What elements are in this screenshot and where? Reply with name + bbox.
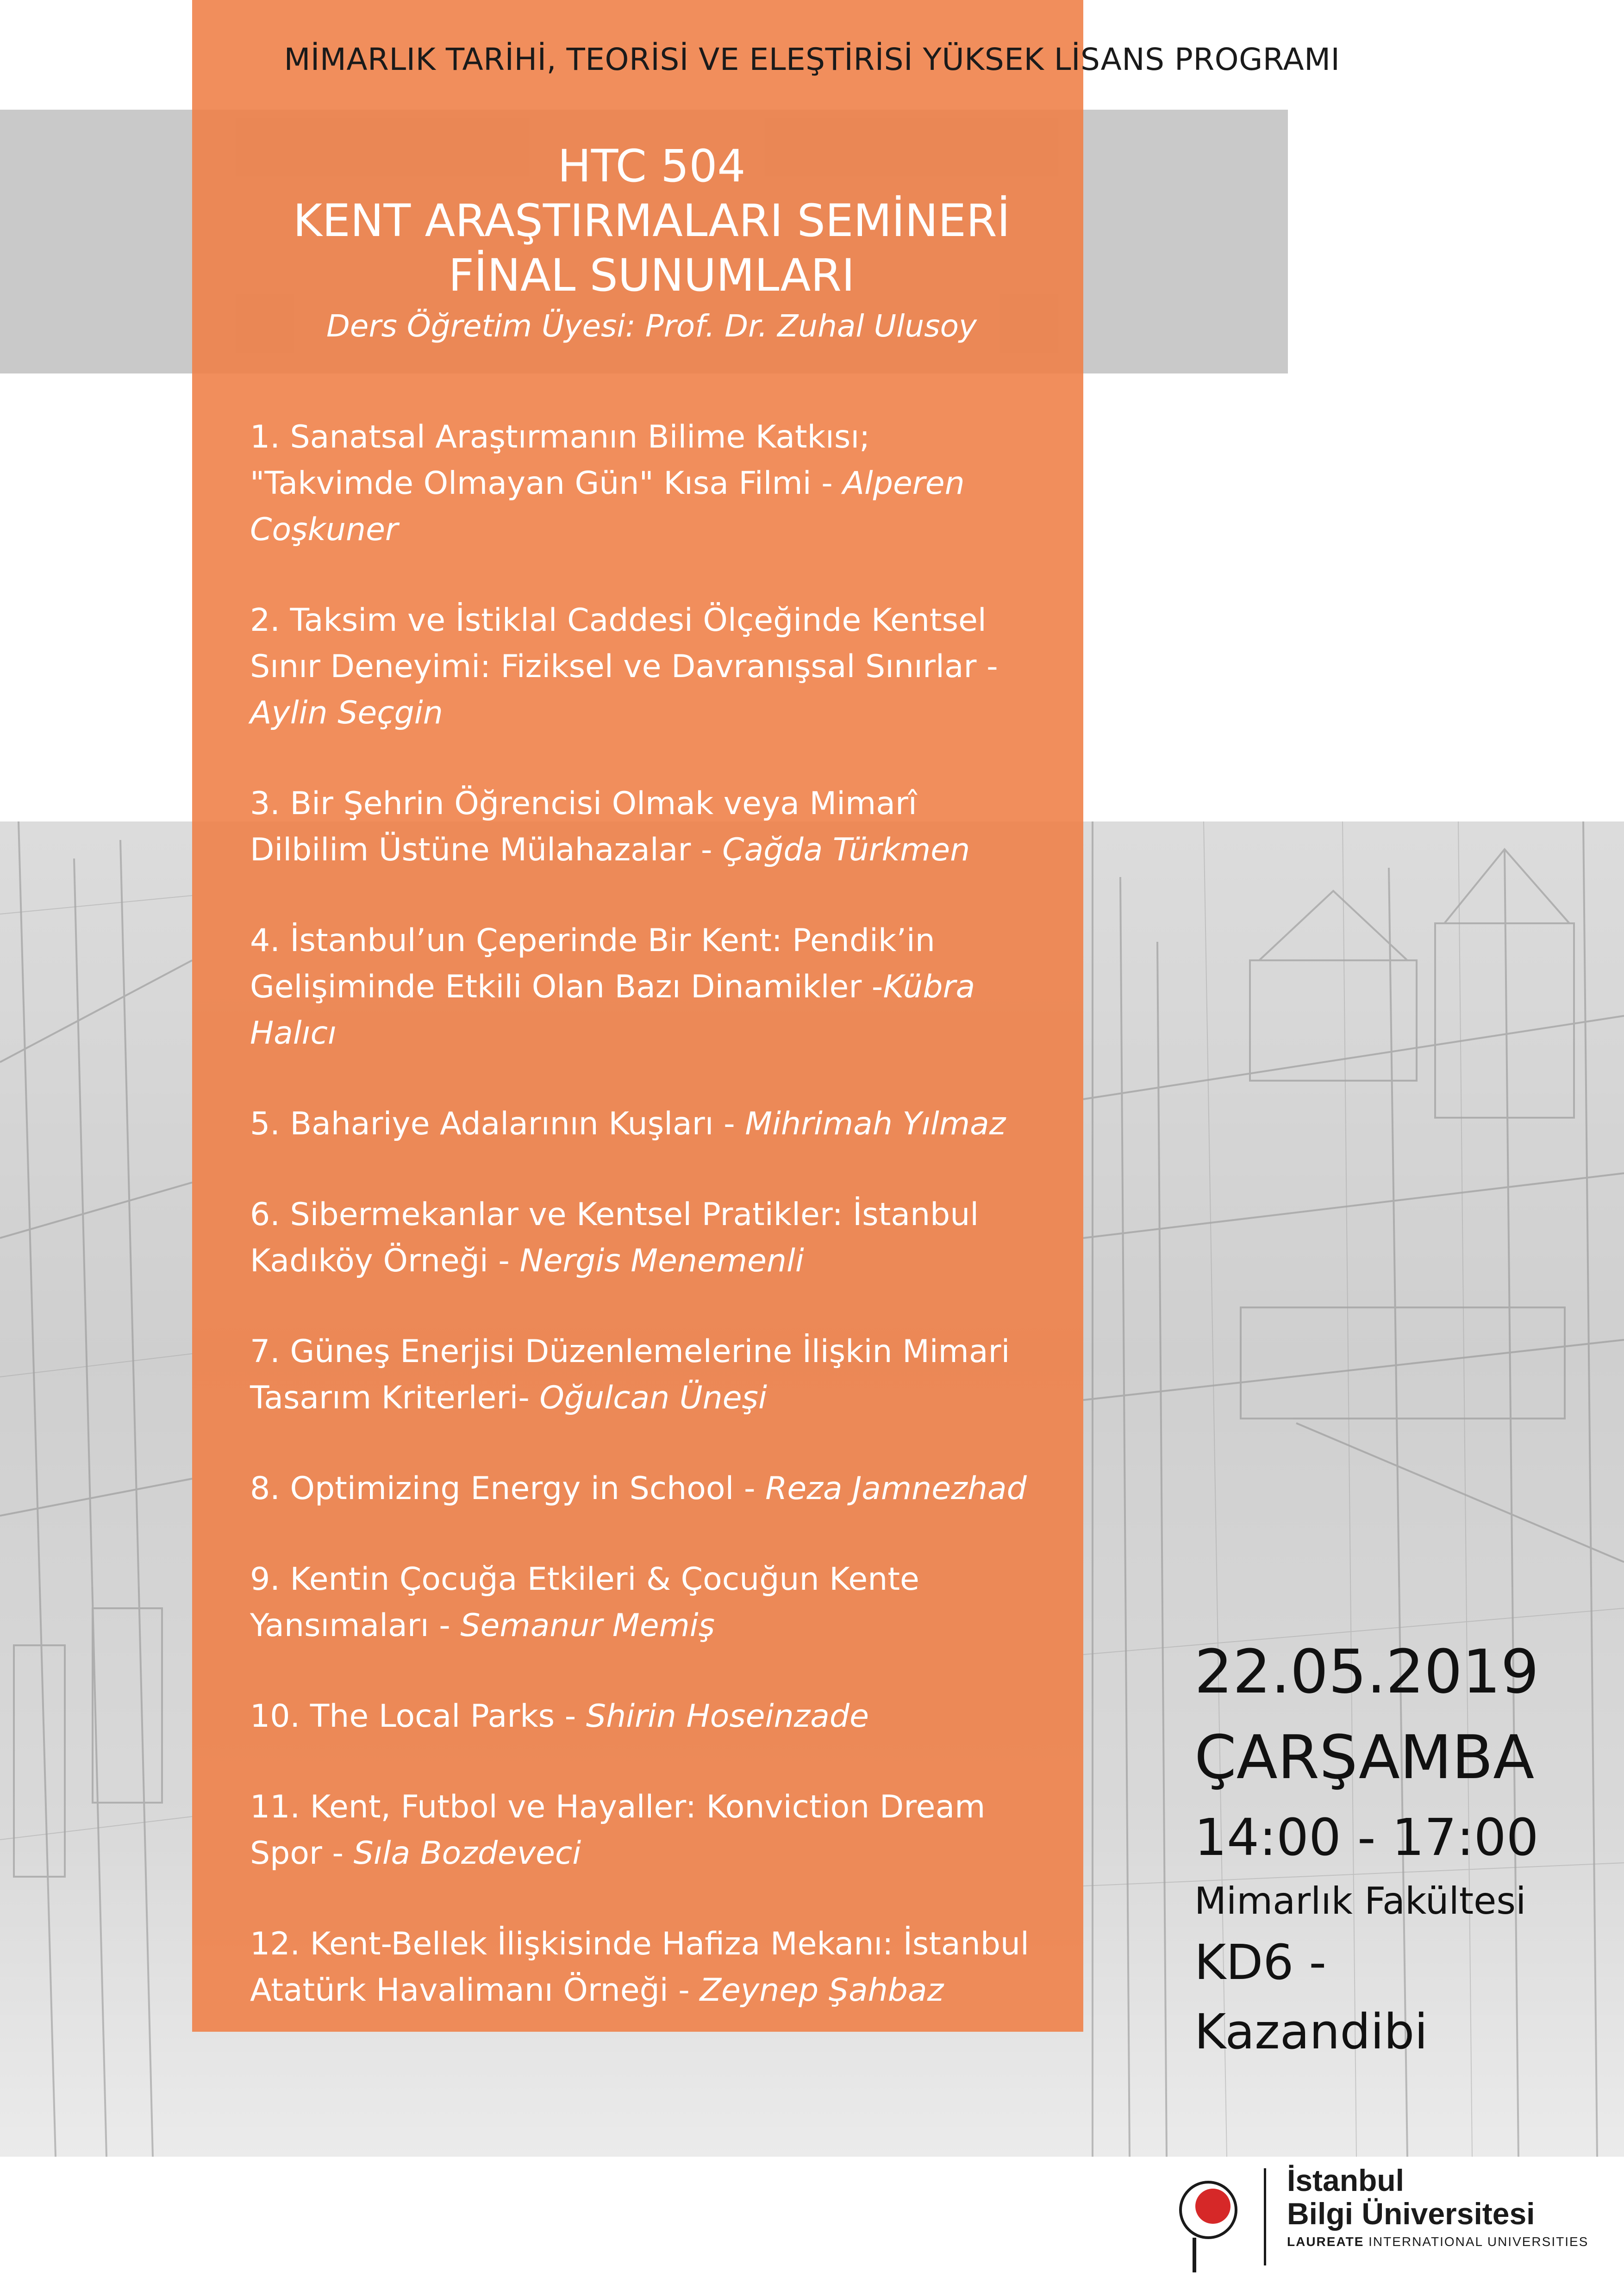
presentation-list [250,414,1037,2058]
presenter-name: Zeynep Şahbaz [700,1972,944,2009]
logo-line-istanbul: İstanbul [1287,2163,1405,2197]
bilgi-logo-icon [1176,2173,1245,2275]
presentation-item [250,1921,1037,2014]
presentation-item [250,414,1037,553]
presentation-item [250,918,1037,1057]
event-time: 14:00 - 17:00 [1194,1808,1539,1867]
presenter-name: Reza Jamnezhad [765,1470,1027,1507]
logo-line-laureate [1287,2230,1588,2253]
presentation-title: 12. Kent-Bellek İlişkisinde Hafiza Mekanı: İstanbul Atatürk Havalimanı Örneği - [250,1926,1029,2009]
presenter-name: Semanur Memiş [460,1607,715,1644]
title-block [192,139,1111,347]
presentation-item [250,1329,1037,1421]
presentation-title: 11. Kent, Futbol ve Hayaller: Konviction Dream Spor - [250,1789,986,1872]
presenter-name: Sıla Bozdeveci [353,1835,581,1872]
presentation-item [250,1693,1037,1740]
presenter-name: Oğulcan Üneşi [539,1380,767,1416]
presentation-title: 10. The Local Parks - [250,1698,586,1735]
presenter-name: Alperen Coşkuner [250,465,965,548]
event-place-room: KD6 - Kazandibi [1194,1934,1428,2060]
presentation-title: 1. Sanatsal Araştırmanın Bilime Katkısı; "Takvimde Olmayan Gün" Kısa Filmi - [250,419,870,502]
presentation-title: 3. Bir Şehrin Öğrencisi Olmak veya Mimarî Dilbilim Üstüne Mülahazalar - [250,785,917,868]
program-title: MİMARLIK TARİHİ, TEORİSİ VE ELEŞTİRİSİ YÜKSEK LİSANS PROGRAMI [284,42,1340,77]
presentation-item [250,597,1037,736]
presentation-title: 9. Kentin Çocuğa Etkileri & Çocuğun Kente Yansımaları - [250,1561,919,1644]
laureate-word: LAUREATE [1287,2234,1364,2249]
event-day: ÇARŞAMBA [1194,1722,1535,1792]
event-date: 22.05.2019 [1194,1636,1539,1707]
presenter-name: Nergis Menemenli [519,1243,804,1279]
course-code: HTC 504 [557,140,746,192]
presentation-title: 2. Taksim ve İstiklal Caddesi Ölçeğinde Kentsel Sınır Deneyimi: Fiziksel ve Davranışsal Sınırlar - [250,602,998,685]
presenter-name: Aylin Seçgin [250,695,443,731]
logo-line-bilgi: Bilgi Üniversitesi [1287,2196,1535,2231]
logo-text [1287,2164,1588,2253]
event-place-faculty: Mimarlık Fakültesi [1194,1879,1526,1923]
presenter-name: Shirin Hoseinzade [586,1698,869,1735]
presentation-item [250,1556,1037,1649]
presentation-title: 7. Güneş Enerjisi Düzenlemelerine İlişkin Mimari Tasarım Kriterleri- [250,1333,1010,1416]
presentation-title: 5. Bahariye Adalarının Kuşları - [250,1106,745,1142]
event-subtitle: FİNAL SUNUMLARI [448,249,855,301]
presentation-title: 6. Sibermekanlar ve Kentsel Pratikler: İstanbul Kadıköy Örneği - [250,1196,979,1279]
presenter-name: Mihrimah Yılmaz [745,1106,1006,1142]
logo-divider [1264,2168,1266,2265]
event-details [1194,1629,1574,2066]
presentation-item [250,1784,1037,1877]
international-universities: INTERNATIONAL UNIVERSITIES [1364,2234,1589,2249]
presentation-item [250,1101,1037,1147]
presentation-item [250,1466,1037,1512]
presenter-name: Kübra Halıcı [250,969,975,1052]
course-name: KENT ARAŞTIRMALARI SEMİNERİ [293,195,1010,247]
university-logo [1176,2154,1620,2284]
presentation-item [250,781,1037,873]
instructor: Ders Öğretim Üyesi: Prof. Dr. Zuhal Ulusoy [326,308,977,344]
presentation-title: 8. Optimizing Energy in School - [250,1470,766,1507]
presentation-title: 4. İstanbul’un Çeperinde Bir Kent: Pendik’in Gelişiminde Etkili Olan Bazı Dinamikler - [250,922,935,1005]
presenter-name: Çağda Türkmen [722,832,970,868]
presentation-item [250,1192,1037,1284]
